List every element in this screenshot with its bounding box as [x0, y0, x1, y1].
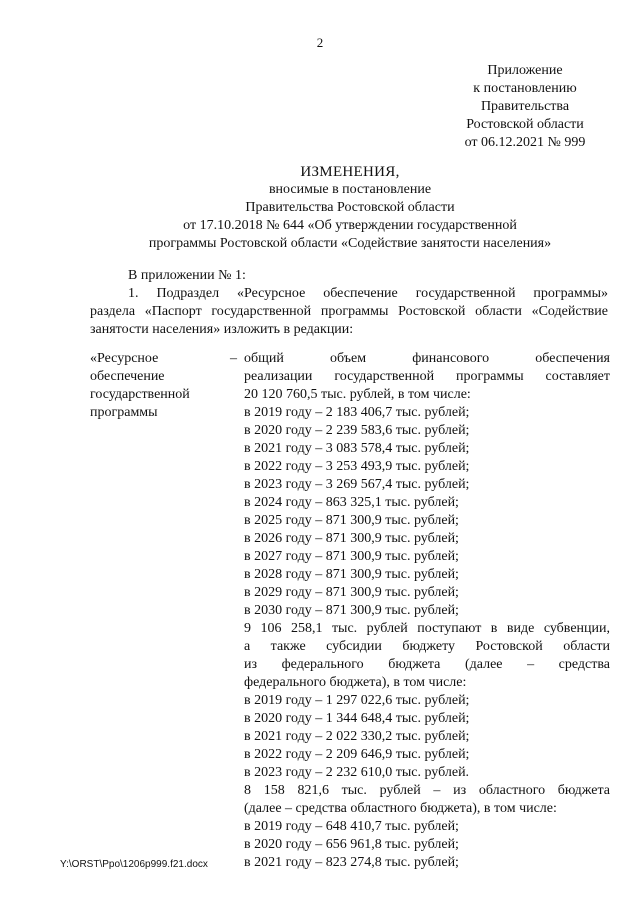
- year-amount: в 2021 году – 3 083 578,4 тыс. рублей;: [244, 441, 470, 456]
- regional-funding-line: (далее – средства областного бюджета), в том числе:: [244, 801, 557, 816]
- total-funding-line: общий объем финансового обеспечения: [244, 351, 610, 366]
- appendix-line: к постановлению: [473, 81, 577, 96]
- appendix-block: [440, 62, 610, 152]
- appendix-line: Приложение: [487, 63, 563, 78]
- year-amount: в 2025 году – 871 300,9 тыс. рублей;: [244, 513, 459, 528]
- resource-provision-row: [90, 350, 610, 872]
- appendix-line: от 06.12.2021 № 999: [464, 135, 586, 150]
- year-amount: в 2019 году – 648 410,7 тыс. рублей;: [244, 819, 459, 834]
- resource-provision-value: [244, 350, 610, 872]
- year-amount: в 2027 году – 871 300,9 тыс. рублей;: [244, 549, 459, 564]
- appendix-line: Правительства: [480, 99, 570, 114]
- year-amount: в 2019 году – 1 297 022,6 тыс. рублей;: [244, 693, 470, 708]
- federal-funding-line: а также субсидии бюджету Ростовской области: [244, 639, 610, 654]
- document-heading: [0, 163, 640, 253]
- year-amount: в 2022 году – 3 253 493,9 тыс. рублей;: [244, 459, 470, 474]
- year-amount: в 2020 году – 2 239 583,6 тыс. рублей;: [244, 423, 470, 438]
- regional-funding-line: 8 158 821,6 тыс. рублей – из областного бюджета: [244, 783, 610, 798]
- year-amount: в 2026 году – 871 300,9 тыс. рублей;: [244, 531, 459, 546]
- heading-line: программы Ростовской области «Содействие занятости населения»: [148, 236, 552, 251]
- label-dash: –: [230, 351, 237, 366]
- year-amount: в 2024 году – 863 325,1 тыс. рублей;: [244, 495, 459, 510]
- resource-provision-label: «Ресурсное обеспечение государственной программы: [90, 351, 190, 420]
- heading-line: вносимые в постановление: [268, 182, 432, 197]
- intro-paragraph-line: занятости населения» изложить в редакции:: [90, 322, 354, 337]
- year-amount: в 2022 году – 2 209 646,9 тыс. рублей;: [244, 747, 470, 762]
- year-amount: в 2030 году – 871 300,9 тыс. рублей;: [244, 603, 459, 618]
- year-amount: в 2020 году – 1 344 648,4 тыс. рублей;: [244, 711, 470, 726]
- document-title: ИЗМЕНЕНИЯ,: [300, 164, 400, 180]
- heading-line: от 17.10.2018 № 644 «Об утверждении государственной: [183, 218, 517, 233]
- intro-paragraph-line: раздела «Паспорт государственной программы Ростовской области «Содействие: [90, 304, 608, 319]
- intro-text: [90, 267, 608, 339]
- year-amount: в 2028 году – 871 300,9 тыс. рублей;: [244, 567, 459, 582]
- file-path-footer: Y:\ORST\Ppo\1206p999.f21.docx: [60, 859, 208, 870]
- federal-funding-line: 9 106 258,1 тыс. рублей поступают в виде субвенции,: [244, 621, 610, 636]
- intro-line: В приложении № 1:: [128, 268, 246, 283]
- heading-line: Правительства Ростовской области: [245, 200, 455, 215]
- appendix-line: Ростовской области: [466, 117, 584, 132]
- year-amount: в 2021 году – 823 274,8 тыс. рублей;: [244, 855, 459, 870]
- year-amount: в 2029 году – 871 300,9 тыс. рублей;: [244, 585, 459, 600]
- total-funding-line: реализации государственной программы составляет: [244, 369, 610, 384]
- year-amount: в 2023 году – 2 232 610,0 тыс. рублей.: [244, 765, 470, 780]
- year-amount: в 2023 году – 3 269 567,4 тыс. рублей;: [244, 477, 470, 492]
- year-amount: в 2019 году – 2 183 406,7 тыс. рублей;: [244, 405, 470, 420]
- total-funding-line: 20 120 760,5 тыс. рублей, в том числе:: [244, 387, 471, 402]
- intro-paragraph-line: 1. Подраздел «Ресурсное обеспечение государственной программы»: [128, 286, 608, 301]
- page-number: 2: [316, 35, 324, 50]
- federal-funding-line: федерального бюджета), в том числе:: [244, 675, 467, 690]
- year-amount: в 2021 году – 2 022 330,2 тыс. рублей;: [244, 729, 470, 744]
- federal-funding-line: из федерального бюджета (далее – средства: [244, 657, 610, 672]
- year-amount: в 2020 году – 656 961,8 тыс. рублей;: [244, 837, 459, 852]
